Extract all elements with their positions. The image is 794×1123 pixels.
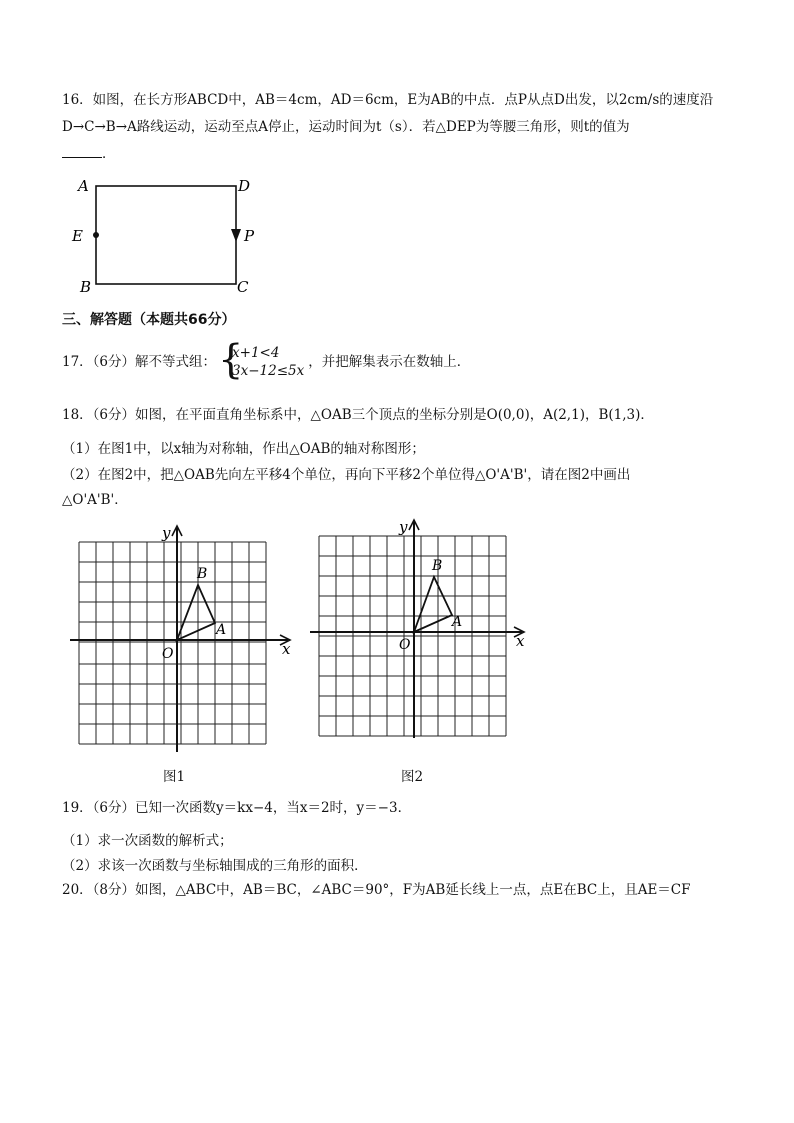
- fig1-a-label: A: [216, 622, 227, 638]
- fig2-caption: 图2: [401, 769, 424, 785]
- label-a: A: [78, 177, 89, 195]
- triangle-oab-2: [414, 577, 452, 632]
- section3-title: 三、解答题（本题共66分）: [62, 312, 236, 328]
- q18-part2a: （2）在图2中，把△OAB先向左平移4个单位，再向下平移2个单位得△O'A'B'，请在图2中画出: [62, 467, 631, 483]
- fig1-o-label: O: [162, 646, 174, 662]
- q19-part2: （2）求该一次函数与坐标轴围成的三角形的面积．: [62, 858, 368, 874]
- inequality-system: [218, 337, 305, 383]
- q18-part1: （1）在图1中，以x轴为对称轴，作出△OAB的轴对称图形；: [62, 441, 425, 457]
- q19-line1: 19．（6分）已知一次函数y＝kx−4，当x＝2时，y＝−3．: [62, 800, 412, 816]
- q16-line3-end: ．: [102, 146, 116, 162]
- q16-line1: 16．如图，在长方形ABCD中，AB＝4cm，AD＝6cm，E为AB的中点．点P从点D出发，以2cm/s的速度沿: [62, 92, 714, 108]
- point-e: [93, 232, 99, 238]
- q20-line1: 20．（8分）如图，△ABC中，AB＝BC，∠ABC＝90°，F为AB延长线上一点，点E在BC上，且AE＝CF: [62, 882, 691, 898]
- q17-prefix: 17．（6分）解不等式组：: [62, 354, 217, 370]
- fig1-y-label: y: [162, 524, 171, 542]
- inequality-2: 3x−12≤5x: [232, 363, 305, 379]
- fig2-a-label: A: [452, 614, 463, 630]
- grid2-lines: [319, 536, 506, 736]
- fig2-o-label: O: [399, 637, 411, 653]
- q18-line1: 18．（6分）如图，在平面直角坐标系中，△OAB三个顶点的坐标分别是O(0,0)，A(2,1)，B(1,3)．: [62, 407, 654, 423]
- q19-part1: （1）求一次函数的解析式；: [62, 833, 233, 849]
- label-p: P: [244, 227, 255, 245]
- triangle-oab-1: [177, 585, 215, 640]
- fig1-x-label: x: [282, 640, 291, 658]
- label-d: D: [238, 177, 251, 195]
- q17-line: [62, 337, 471, 383]
- q18-figure1-grid: [70, 522, 300, 757]
- grid1-lines: [79, 542, 266, 744]
- brace-icon: {: [218, 337, 244, 383]
- label-c: C: [237, 278, 249, 296]
- answer-blank: [62, 143, 102, 158]
- q18-part2b: △O'A'B'．: [62, 492, 128, 508]
- rectangle-abcd: [96, 186, 236, 284]
- label-b: B: [80, 278, 92, 296]
- fig1-b-label: B: [197, 566, 208, 582]
- fig2-b-label: B: [432, 558, 443, 574]
- fig1-caption: 图1: [163, 769, 186, 785]
- q18-figure2-grid: [310, 516, 540, 746]
- q16-rectangle-figure: [62, 172, 272, 300]
- q17-suffix: ，并把解集表示在数轴上．: [308, 354, 471, 370]
- inequality-1: x+1<4: [232, 345, 280, 361]
- arrow-p-icon: [231, 229, 241, 242]
- fig2-y-label: y: [399, 518, 408, 536]
- fig2-x-label: x: [516, 632, 525, 650]
- label-e: E: [72, 227, 83, 245]
- q16-line3: [62, 143, 116, 164]
- q16-line2: D→C→B→A路线运动，运动至点A停止，运动时间为t（s）．若△DEP为等腰三角形，则t的值为: [62, 119, 630, 135]
